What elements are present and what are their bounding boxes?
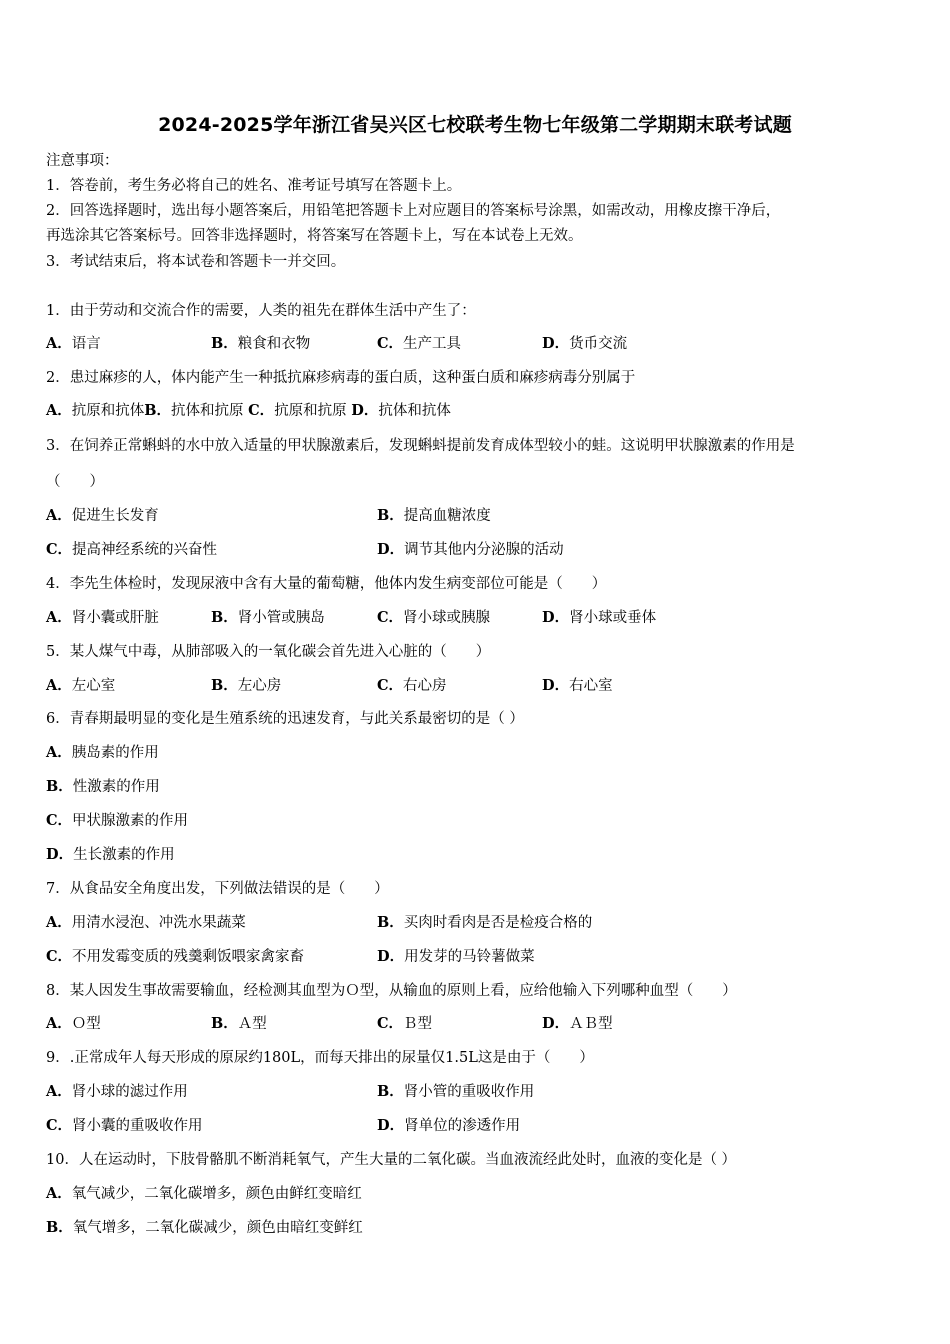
question-2-stem: 2．患过麻疹的人，体内能产生一种抵抗麻疹病毒的蛋白质，这种蛋白质和麻疹病毒分别属于 xyxy=(46,370,636,386)
q3-option-a: A．促进生长发育 xyxy=(46,507,159,524)
notice-item: 2．回答选择题时，选出每小题答案后，用铅笔把答题卡上对应题目的答案标号涂黑，如需改动，用橡皮擦干净后， xyxy=(46,203,781,219)
q3-option-c: C．提高神经系统的兴奋性 xyxy=(46,541,218,558)
question-5-stem: 5．某人煤气中毒，从肺部吸入的一氧化碳会首先进入心脏的（ ） xyxy=(46,644,491,660)
q9-option-c: C．肾小囊的重吸收作用 xyxy=(46,1117,203,1134)
q3-option-d: D．调节其他内分泌腺的活动 xyxy=(377,541,564,558)
q7-option-b: B．买肉时看肉是否是检疫合格的 xyxy=(377,914,593,931)
q6-option-b: B．性激素的作用 xyxy=(46,778,160,795)
page-title: 2024-2025学年浙江省吴兴区七校联考生物七年级第二学期期末联考试题 xyxy=(158,114,792,136)
q7-option-a: A．用清水浸泡、冲洗水果蔬菜 xyxy=(46,914,246,931)
q5-option-a: A．左心室 xyxy=(46,677,116,694)
q10-option-b: B．氧气增多，二氧化碳减少，颜色由暗红变鲜红 xyxy=(46,1219,363,1236)
q6-option-a: A．胰岛素的作用 xyxy=(46,744,159,761)
q9-option-a: A．肾小球的滤过作用 xyxy=(46,1083,188,1100)
q4-option-c: C．肾小球或胰腺 xyxy=(377,609,491,626)
q5-option-c: C．右心房 xyxy=(377,677,447,694)
q1-option-c: C．生产工具 xyxy=(377,335,462,352)
notice-item: 1．答卷前，考生务必将自己的姓名、准考证号填写在答题卡上。 xyxy=(46,178,462,194)
notice-item: 3．考试结束后，将本试卷和答题卡一并交回。 xyxy=(46,254,346,270)
q3-option-b: B．提高血糖浓度 xyxy=(377,507,491,524)
question-4-stem: 4．李先生体检时，发现尿液中含有大量的葡萄糖，他体内发生病变部位可能是（ ） xyxy=(46,576,607,592)
q7-option-d: D．用发芽的马铃薯做菜 xyxy=(377,948,535,965)
q4-option-b: B．肾小管或胰岛 xyxy=(211,609,325,626)
q8-option-c: C．Ｂ型 xyxy=(377,1015,433,1032)
q2-options-inline: A．抗原和抗体B．抗体和抗原 C．抗原和抗原 D．抗体和抗体 xyxy=(46,402,451,419)
q9-option-d: D．肾单位的渗透作用 xyxy=(377,1117,521,1134)
q1-option-b: B．粮食和衣物 xyxy=(211,335,311,352)
q5-option-b: B．左心房 xyxy=(211,677,282,694)
question-6-stem: 6．青春期最明显的变化是生殖系统的迅速发育，与此关系最密切的是（ ） xyxy=(46,711,524,727)
q8-option-a: A．Ｏ型 xyxy=(46,1015,101,1032)
q1-option-d: D．货币交流 xyxy=(542,335,628,352)
notice-item: 再选涂其它答案标号。回答非选择题时，将答案写在答题卡上，写在本试卷上无效。 xyxy=(46,228,583,244)
notice-heading: 注意事项： xyxy=(46,153,119,169)
q1-option-a: A．语言 xyxy=(46,335,101,352)
question-10-stem: 10．人在运动时，下肢骨骼肌不断消耗氧气，产生大量的二氧化碳。当血液流经此处时，血液的变化是（ ） xyxy=(46,1152,737,1168)
q7-option-c: C．不用发霉变质的残羹剩饭喂家禽家畜 xyxy=(46,948,305,965)
q10-option-a: A．氧气减少，二氧化碳增多，颜色由鲜红变暗红 xyxy=(46,1185,362,1202)
q5-option-d: D．右心室 xyxy=(542,677,613,694)
question-8-stem: 8．某人因发生事故需要输血，经检测其血型为Ｏ型，从输血的原则上看，应给他输入下列哪种血型（ ） xyxy=(46,983,737,999)
q6-option-d: D．生长激素的作用 xyxy=(46,846,175,863)
q4-option-d: D．肾小球或垂体 xyxy=(542,609,657,626)
q8-option-d: D．ＡＢ型 xyxy=(542,1015,613,1032)
q4-option-a: A．肾小囊或肝脏 xyxy=(46,609,159,626)
question-3-stem: 3．在饲养正常蝌蚪的水中放入适量的甲状腺激素后，发现蝌蚪提前发育成体型较小的蛙。这说明甲状腺激素的作用是 xyxy=(46,438,795,454)
q8-option-b: B．Ａ型 xyxy=(211,1015,267,1032)
question-9-stem: 9．.正常成年人每天形成的原尿约180L，而每天排出的尿量仅1.5L这是由于（ ） xyxy=(46,1050,594,1066)
q6-option-c: C．甲状腺激素的作用 xyxy=(46,812,189,829)
question-1-stem: 1．由于劳动和交流合作的需要，人类的祖先在群体生活中产生了： xyxy=(46,303,476,319)
question-3-bracket: （ ） xyxy=(46,474,104,490)
question-7-stem: 7．从食品安全角度出发，下列做法错误的是（ ） xyxy=(46,881,389,897)
q9-option-b: B．肾小管的重吸收作用 xyxy=(377,1083,535,1100)
